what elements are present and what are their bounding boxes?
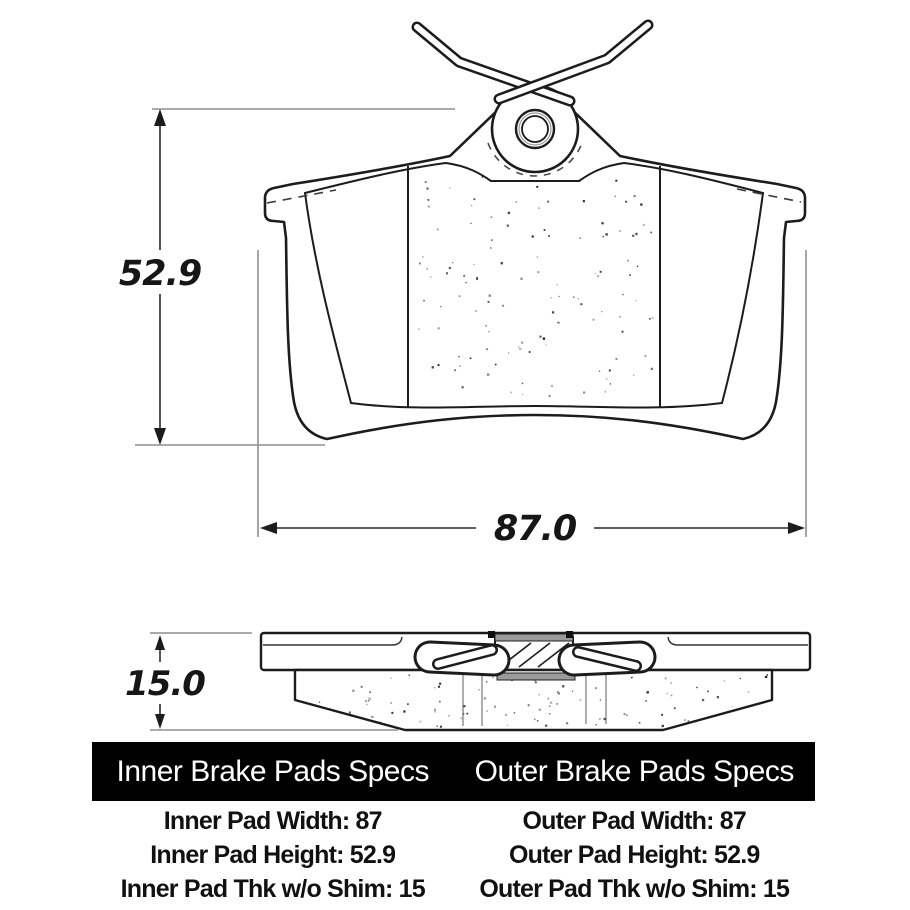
table-row (92, 805, 815, 839)
friction-pad-contour (305, 163, 763, 408)
outer-pad-thickness: Outer Pad Thk w/o Shim: 15 (479, 875, 790, 903)
outer-specs-header: Outer Brake Pads Specs (474, 754, 794, 788)
inner-specs-header: Inner Brake Pads Specs (116, 754, 429, 788)
specs-table-header (92, 742, 815, 801)
front-view (265, 25, 805, 439)
inner-pad-thickness: Inner Pad Thk w/o Shim: 15 (120, 875, 425, 903)
outer-pad-width: Outer Pad Width: 87 (522, 807, 746, 835)
outer-pad-height: Outer Pad Height: 52.9 (508, 841, 760, 869)
pad-height-dimension-label: 52.9 (118, 254, 202, 294)
retainer-top-bar (495, 634, 573, 641)
inner-pad-width: Inner Pad Width: 87 (163, 807, 382, 835)
pad-thickness-dimension-label: 15.0 (125, 664, 205, 704)
specs-table-body (92, 805, 815, 907)
side-view (261, 631, 810, 730)
retainer-top-right-nub (566, 631, 573, 638)
table-row (92, 873, 815, 907)
pad-width-dimension-label: 87.0 (493, 509, 577, 549)
retainer-bottom-bar (497, 673, 575, 680)
table-row (92, 839, 815, 873)
spring-clip (417, 25, 648, 101)
retainer-top-left-nub (488, 631, 495, 638)
inner-pad-height: Inner Pad Height: 52.9 (150, 841, 396, 869)
